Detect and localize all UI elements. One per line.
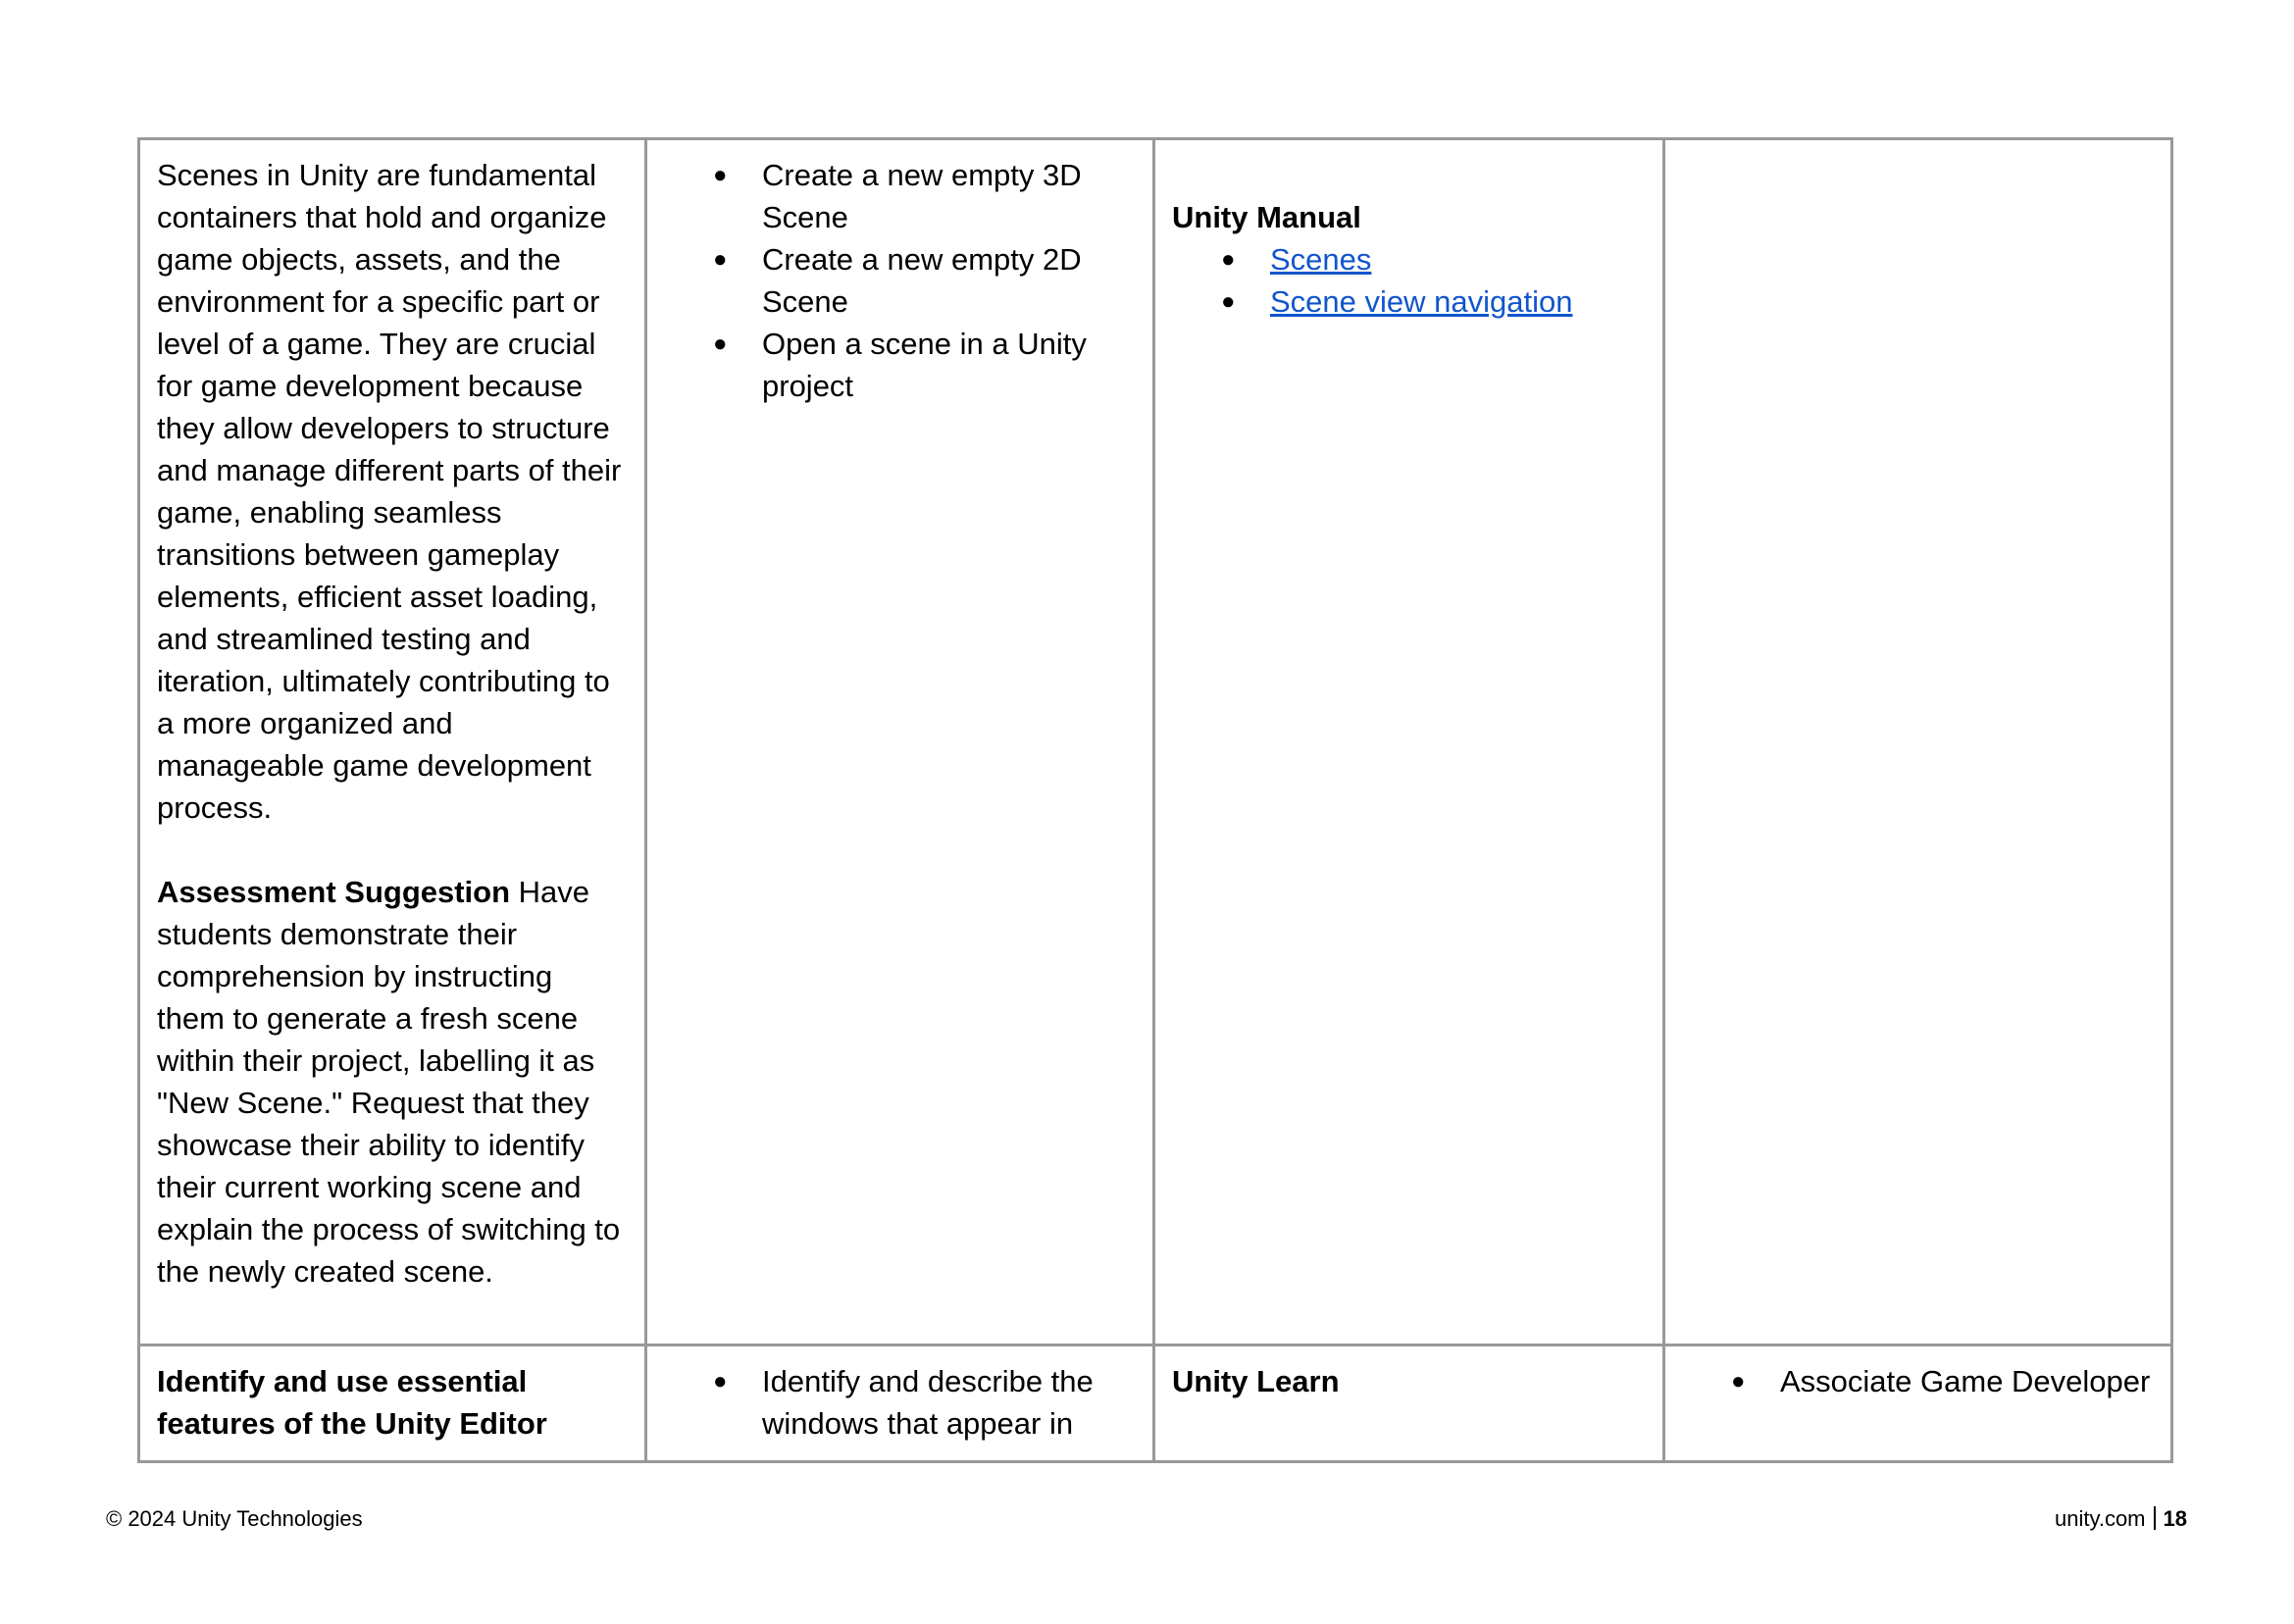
- table-row: [139, 139, 2172, 1345]
- list-item: ● Create a new empty 3D Scene: [664, 154, 1136, 238]
- certification-cell: [1664, 139, 2172, 1345]
- footer-site: unity.com: [2055, 1506, 2146, 1531]
- page-number: 18: [2163, 1506, 2187, 1531]
- list-item: ● Open a scene in a Unity project: [664, 323, 1136, 407]
- table-row: [139, 1345, 2172, 1462]
- description-cell: [139, 139, 646, 1345]
- resources-cell: [1154, 1345, 1664, 1462]
- footer-divider: [2154, 1506, 2156, 1530]
- resources-heading: Unity Manual: [1172, 200, 1361, 234]
- footer-copyright: © 2024 Unity Technologies: [106, 1506, 363, 1531]
- certification-list: [1682, 1360, 2154, 1402]
- tasks-cell: [646, 1345, 1154, 1462]
- resource-link-list: [1172, 238, 1646, 323]
- list-item: [1172, 238, 1646, 280]
- curriculum-table: [137, 137, 2173, 1463]
- assessment-label: Assessment Suggestion: [157, 875, 511, 909]
- scenes-link[interactable]: Scenes: [1270, 242, 1372, 277]
- resources-cell: [1154, 139, 1664, 1345]
- list-item: ● Identify and describe the windows that appear in: [664, 1360, 1136, 1445]
- scene-view-navigation-link[interactable]: Scene view navigation: [1270, 284, 1573, 319]
- task-list: [664, 1360, 1136, 1445]
- list-item: [1172, 280, 1646, 323]
- list-item: ● Associate Game Developer: [1682, 1360, 2154, 1402]
- certification-cell: [1664, 1345, 2172, 1462]
- assessment-text: Have students demonstrate their comprehension by instructing them to generate a fresh scene within their project, labelling it as "New Scene." Request that they showcase their ability to identify their current working scene and explain the process of switching to the newly created scene.: [157, 875, 621, 1289]
- objective-title: Identify and use essential features of the Unity Editor: [157, 1364, 547, 1441]
- objective-cell: [139, 1345, 646, 1462]
- resources-heading: Unity Learn: [1172, 1364, 1340, 1398]
- list-item: ● Create a new empty 2D Scene: [664, 238, 1136, 323]
- tasks-cell: [646, 139, 1154, 1345]
- assessment-suggestion: [157, 871, 628, 1293]
- scenes-description: Scenes in Unity are fundamental containers that hold and organize game objects, assets, and the environment for a specific part or level of a game. They are crucial for game development because they allow developers to structure and manage different parts of their game, enabling seamless transitions between gameplay elements, efficient asset loading, and streamlined testing and iteration, ultimately contributing to a more organized and manageable game development process.: [157, 158, 622, 825]
- task-list: [664, 154, 1136, 407]
- footer-page-info: [2055, 1506, 2187, 1532]
